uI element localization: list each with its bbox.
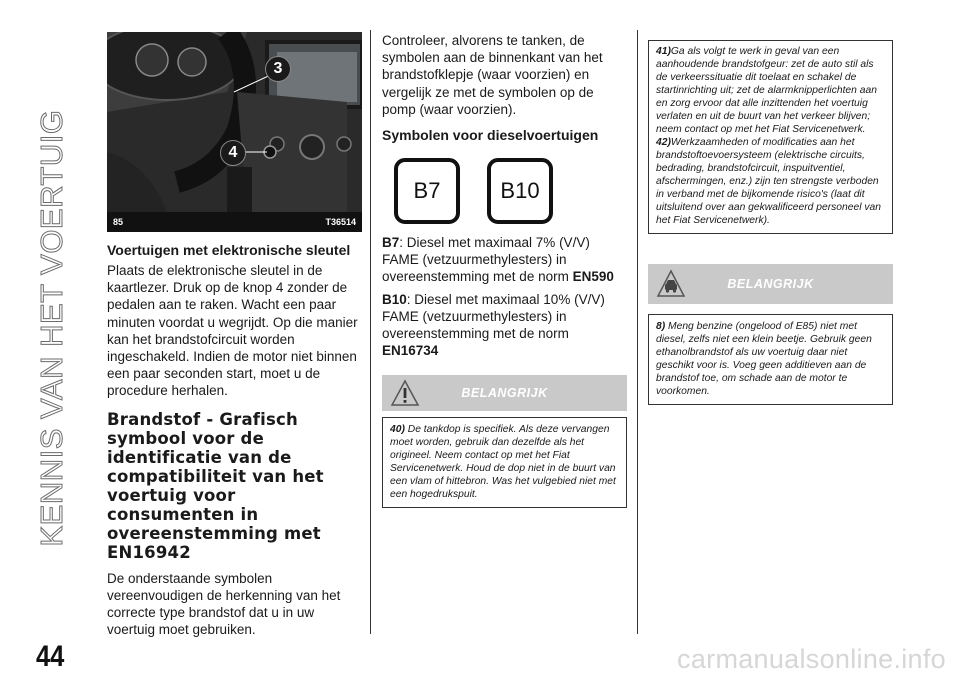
callout-3: 3 [265,56,291,82]
important-notice-40 [382,375,627,508]
column-1 [107,32,362,638]
dashboard-photo [107,32,362,212]
fuel-symbol-b10: B10 [487,158,553,224]
callout-4: 4 [220,140,246,166]
b7-description [382,234,627,286]
note-42-number: 42) [656,137,671,148]
b7-label: B7 [382,235,400,251]
warning-triangle-icon [390,379,420,412]
notice-text: Meng benzine (ongelood of E85) niet met diesel, zelfs niet een klein beetje. Gebruik geen ethanolbrandstof als uw voertuig daar niet geschikt voor is. Voeg geen additieven aan de brandstof toe, om schade aan de motor te voorkomen. [656,321,872,397]
heading-fuel-symbol: Brandstof - Grafisch symbool voor de identificatie van de compatibiliteit van het voertuig voor consumenten in overeenstemming met EN16942 [107,409,324,562]
important-notice-8 [648,264,893,405]
figure-code: T36514 [325,217,356,227]
b10-description [382,291,627,360]
paragraph-electronic-key: Plaats de elektronische sleutel in de kaartlezer. Druk op de knop 4 zonder de pedalen aan te raken. Wacht een paar minuten voordat u wegrijdt. Op die manier kan het brandstofcircuit worden ingeschakeld. Indien de motor niet binnen een paar seconden start, moet u de procedure herhalen. [107,263,358,399]
chapter-side-title: KENNIS VAN HET VOERTUIG [34,109,69,547]
dashboard-illustration [107,32,362,212]
column-divider [370,30,371,634]
column-divider [637,30,638,634]
note-41-number: 41) [656,46,671,57]
note-41 [656,45,885,136]
notice-number: 40) [390,424,405,436]
car-fuel-warning-icon [656,269,686,304]
b10-norm: EN16734 [382,343,439,359]
heading-diesel-symbols: Symbolen voor dieselvoertuigen [382,127,599,144]
fuel-symbol-row [394,158,627,224]
watermark: carmanualsonline.info [677,644,946,674]
notice-title: BELANGRIJK [727,277,814,291]
note-42 [656,136,885,227]
page-number: 44 [36,640,65,673]
notice-body [648,314,893,405]
notice-header [648,264,893,304]
figure-number: 85 [113,217,124,227]
column-2 [382,32,627,508]
heading-electronic-key: Voertuigen met elektronische sleutel [107,242,351,258]
notice-title: BELANGRIJK [461,386,548,401]
b10-text: : Diesel met maximaal 10% (V/V) FAME (vetzuurmethylesters) in overeenstemming met de norm [382,291,605,342]
figure-caption [107,212,362,232]
fuel-symbol-b7: B7 [394,158,460,224]
b7-text: : Diesel met maximaal 7% (V/V) FAME (vetzuurmethylesters) in overeenstemming met de norm [382,235,590,285]
notice-text: De tankdop is specifiek. Als deze vervangen moet worden, gebruik dan dezelfde als het origineel. Neem contact op met het Fiat Servicenetwerk. Houd de dop niet in de buurt van een vlam of hittebron. Was het vulgebied niet met een hogedrukspuit. [390,424,616,501]
note-41-text: Ga als volgt te werk in geval van een aanhoudende brandstofgeur: zet de auto stil als de verkeerssituatie dit toelaat en schakel de startinrichting uit; zet de alarmknipperlichten aan en zorg ervoor dat alle inzittenden het voertuig verlaten en uit de buurt van het verkeer blijven; neem contact op met het Fiat Servicenetwerk. [656,46,877,135]
b10-label: B10 [382,291,407,307]
notice-header [382,375,627,411]
paragraph-check-symbols: Controleer, alvorens te tanken, de symbolen aan de binnenkant van het brandstofklepje (waar voorzien) en vergelijk ze met de symbolen op de pomp (waar voorzien). [382,33,603,117]
note-42-text: Werkzaamheden of modificaties aan het brandstoftoevoersysteem (elektrische circuits, bedrading, brandstofcircuit, inspuitventiel, afschermingen, enz.) zijn ten strengste verboden in verband met de bijkomende risico's (laat dit uitsluitend over aan gekwalificeerd personeel van het Fiat Servicenetwerk). [656,137,881,226]
safety-notes-box [648,40,893,234]
notice-body [382,417,627,508]
b7-norm: EN590 [572,269,614,285]
notice-number: 8) [656,321,666,332]
paragraph-fuel-symbol: De onderstaande symbolen vereenvoudigen de herkenning van het correcte type brandstof dat u in uw voertuig moet gebruiken. [107,570,341,638]
column-3 [648,40,893,405]
